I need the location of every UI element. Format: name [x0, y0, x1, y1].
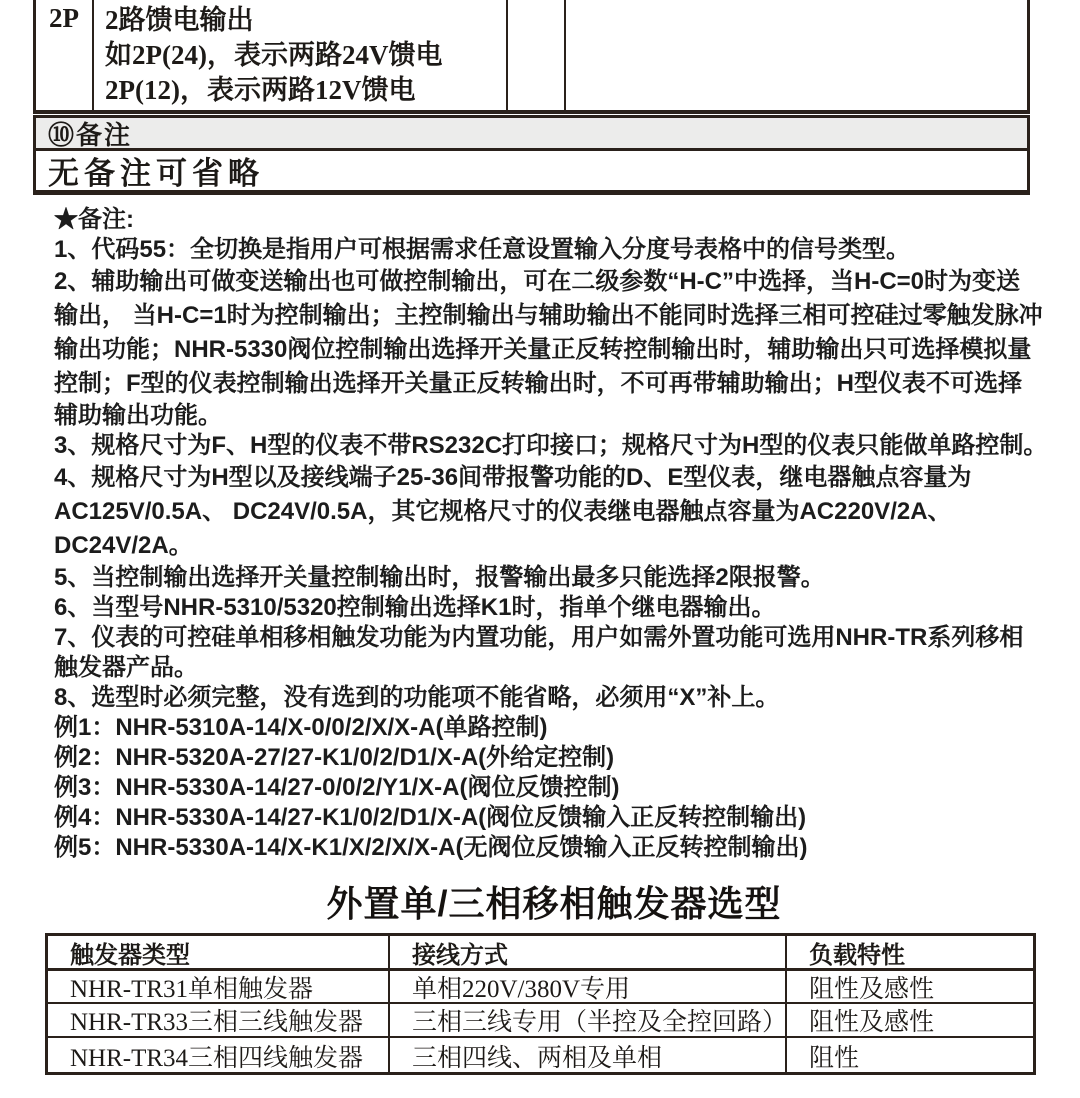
remarks-section-header-label: ⑩备注: [48, 119, 133, 150]
table-cell-row2-load: 阻性及感性: [787, 1004, 1033, 1038]
table-cell-row3-load: 阻性: [809, 1045, 860, 1072]
note-line-2d: 控制；F型的仪表控制输出选择开关量正反转输出时，不可再带辅助输出；H型仪表不可选择: [54, 370, 1022, 397]
remarks-row: [33, 151, 1030, 195]
note-line-5: 5、当控制输出选择开关量控制输出时，报警输出最多只能选择2限报警。: [54, 564, 825, 591]
note-example-5: 例5：NHR-5330A-14/X-K1/X/2/X/X-A(无阀位反馈输入正反转控制输出): [54, 834, 808, 861]
feed-output-table-fragment: [33, 0, 1030, 114]
col-header-trigger-type: 触发器类型: [48, 936, 390, 971]
note-line-2b: 输出， 当H-C=1时为控制输出；主控制输出与辅助输出不能同时选择三相可控硅过零触发脉冲: [54, 302, 1043, 329]
notes-block: [54, 205, 1054, 863]
note-line-4: 4、规格尺寸为H型以及接线端子25-36间带报警功能的D、E型仪表，继电器触点容量为: [54, 464, 972, 491]
feed-output-desc-line: 如2P(24)，表示两路24V馈电: [105, 40, 443, 70]
note-line-2e: 辅助输出功能。: [54, 402, 222, 429]
table-cell-row2-type: NHR-TR33三相三线触发器: [48, 1004, 390, 1038]
note-line-7: 7、仪表的可控硅单相移相触发功能为内置功能，用户如需外置功能可选用NHR-TR系列移相: [54, 624, 1024, 651]
note-line-2: 2、辅助输出可做变送输出也可做控制输出，可在二级参数“H-C”中选择，当H-C=0时为变送: [54, 268, 1021, 295]
feed-output-desc-line: 2P(12)，表示两路12V馈电: [105, 75, 416, 105]
table-cell-row3-type: NHR-TR34三相四线触发器: [48, 1038, 390, 1074]
empty-column-cell: [566, 0, 1027, 110]
note-line-2c: 输出功能；NHR-5330阀位控制输出选择开关量正反转控制输出时，辅助输出只可选择模拟量: [54, 336, 1032, 363]
feed-output-desc-cell: [94, 0, 508, 110]
trigger-selection-table: [45, 933, 1036, 1075]
note-example-1: 例1：NHR-5310A-14/X-0/0/2/X/X-A(单路控制): [54, 714, 548, 741]
note-line-4b: AC125V/0.5A、 DC24V/0.5A，其它规格尺寸的仪表继电器触点容量为AC220V/2A、: [54, 498, 952, 525]
col-header-wiring-mode: 接线方式: [390, 936, 787, 971]
feed-output-code-cell: 2P: [36, 0, 94, 110]
table-cell-row3-wiring: 三相四线、两相及单相: [390, 1038, 787, 1074]
note-example-4: 例4：NHR-5330A-14/27-K1/0/2/D1/X-A(阀位反馈输入正反转控制输出): [54, 804, 807, 831]
note-line-6: 6、当型号NHR-5310/5320控制输出选择K1时，指单个继电器输出。: [54, 594, 776, 621]
remarks-row-text: 无备注可省略: [48, 156, 264, 191]
remarks-section-header: [33, 115, 1030, 151]
note-line-3: 3、规格尺寸为F、H型的仪表不带RS232C打印接口；规格尺寸为H型的仪表只能做单路控制。: [54, 432, 1048, 459]
note-line-1: 1、代码55：全切换是指用户可根据需求任意设置输入分度号表格中的信号类型。: [54, 236, 911, 263]
notes-heading: ★备注:: [54, 206, 134, 233]
note-example-3: 例3：NHR-5330A-14/27-0/0/2/Y1/X-A(阀位反馈控制): [54, 774, 620, 801]
table-cell-row1-load: 阻性及感性: [787, 971, 1033, 1004]
note-line-7b: 触发器产品。: [54, 654, 198, 681]
trigger-table-title: 外置单/三相移相触发器选型: [326, 883, 782, 924]
table-cell-row1-wiring: 单相220V/380V专用: [390, 971, 787, 1004]
note-example-2: 例2：NHR-5320A-27/27-K1/0/2/D1/X-A(外给定控制): [54, 744, 615, 771]
table-cell-row2-wiring: 三相三线专用（半控及全控回路）: [390, 1004, 787, 1038]
empty-column-cell: [508, 0, 566, 110]
note-line-4c: DC24V/2A。: [54, 532, 193, 559]
col-header-load-property: 负载特性: [787, 936, 1033, 971]
feed-output-desc-line: 2路馈电输出: [105, 5, 254, 35]
note-line-8: 8、选型时必须完整，没有选到的功能项不能省略，必须用“X”补上。: [54, 684, 780, 711]
table-cell-row1-type: NHR-TR31单相触发器: [48, 971, 390, 1004]
